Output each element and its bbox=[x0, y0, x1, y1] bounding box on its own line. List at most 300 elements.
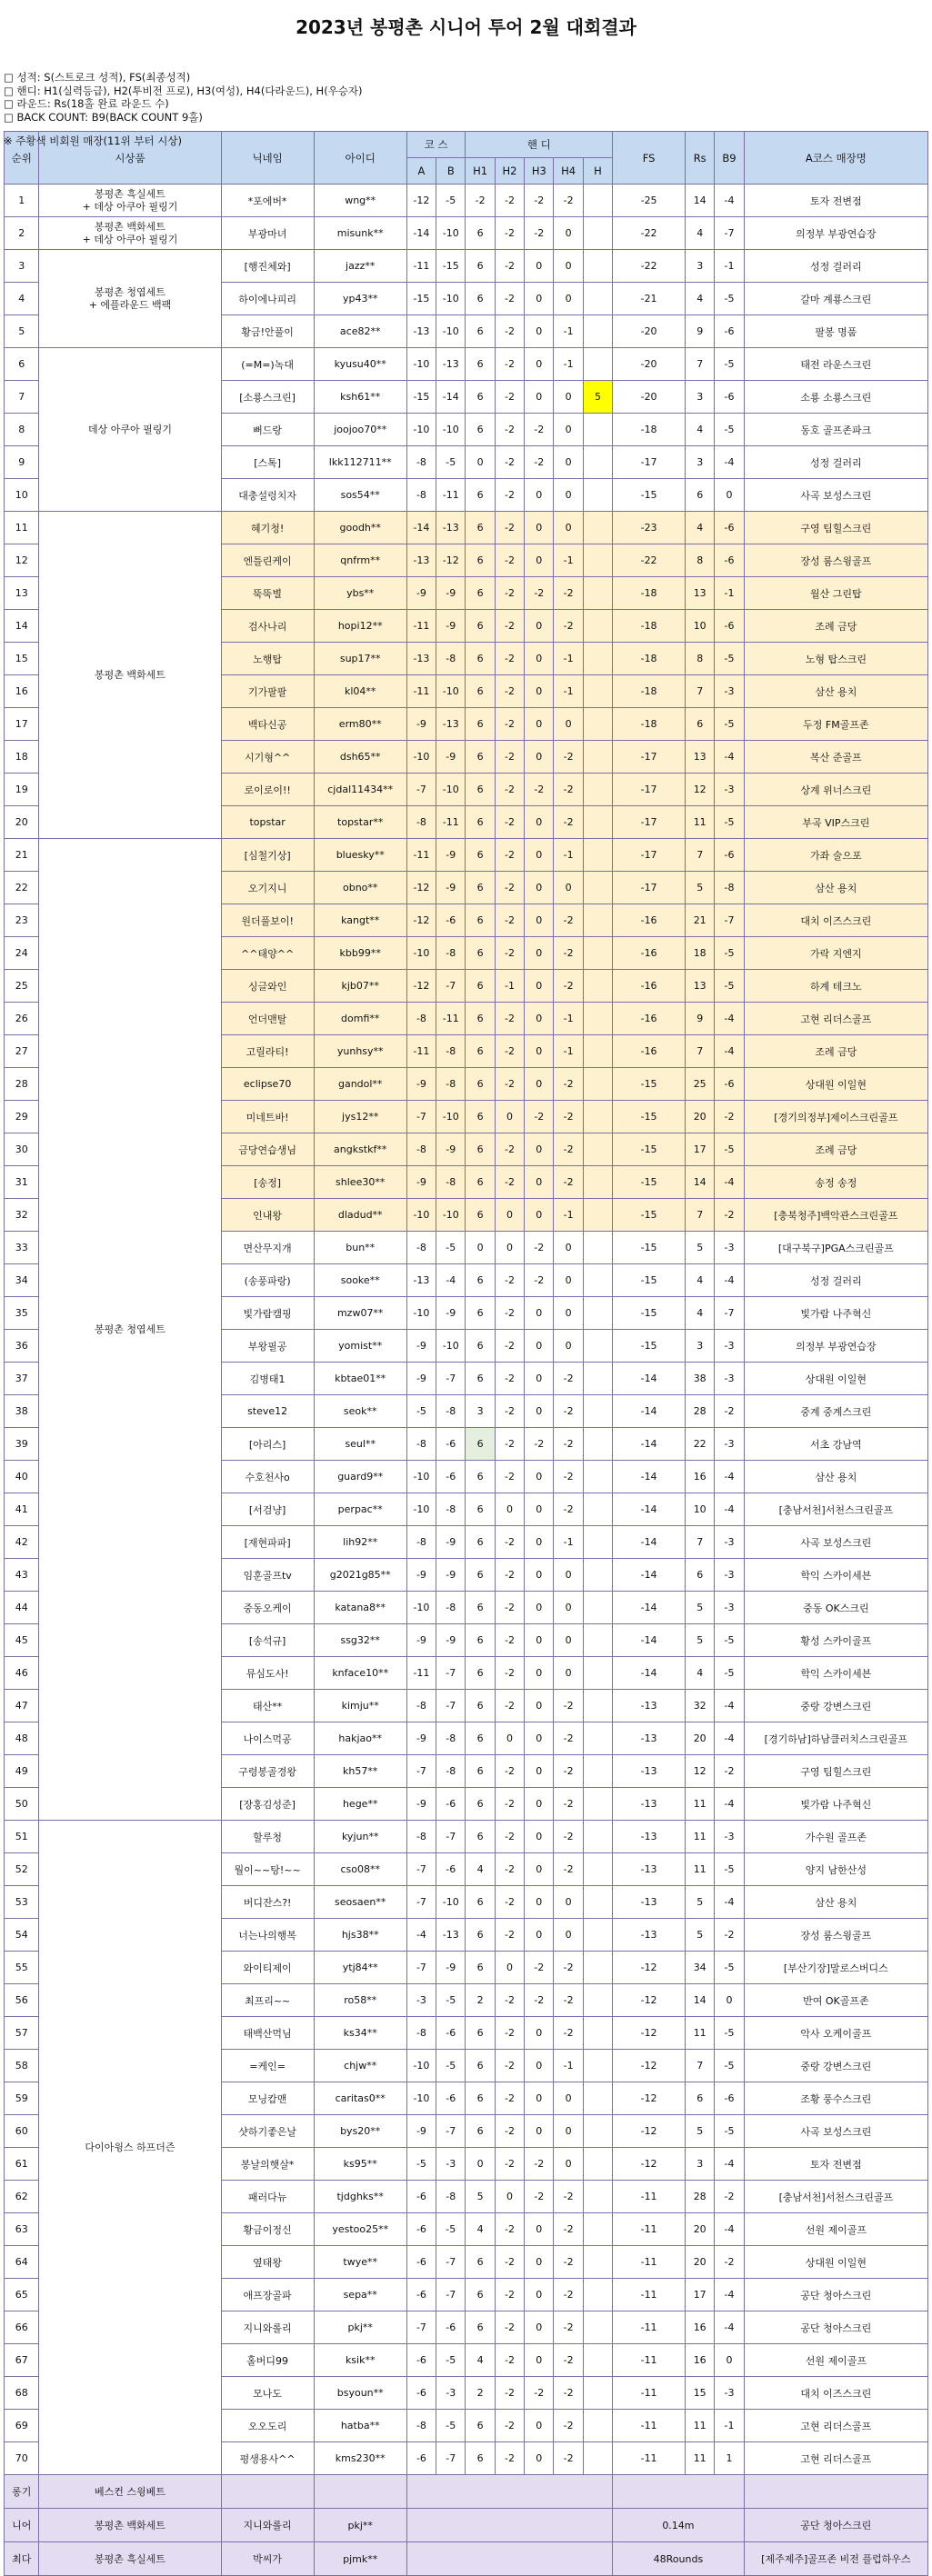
cell-b: -10 bbox=[436, 1330, 466, 1363]
cell-rank: 60 bbox=[5, 2115, 39, 2148]
col-h1: H1 bbox=[466, 158, 495, 185]
cell-rank: 55 bbox=[5, 1952, 39, 1984]
cell-a: -7 bbox=[406, 1101, 436, 1133]
cell-rs: 12 bbox=[686, 1755, 715, 1788]
cell-venue: 공단 청아스크린 bbox=[744, 2279, 927, 2311]
cell-b9: -2 bbox=[715, 1755, 744, 1788]
cell-nick: 황금이정신 bbox=[221, 2213, 314, 2246]
cell-nick: [장홍김성준] bbox=[221, 1788, 314, 1821]
cell-fs: -15 bbox=[613, 1199, 686, 1232]
cell-a: -10 bbox=[406, 1461, 436, 1493]
cell-h1: 6 bbox=[466, 1330, 495, 1363]
cell-b9: -2 bbox=[715, 1199, 744, 1232]
cell-uid: ytj84** bbox=[314, 1952, 406, 1984]
cell-b: -4 bbox=[436, 1264, 466, 1297]
cell-h bbox=[583, 1722, 612, 1755]
cell-a: -11 bbox=[406, 610, 436, 643]
cell-rank: 44 bbox=[5, 1592, 39, 1624]
cell-h2: -2 bbox=[495, 2148, 524, 2181]
cell-uid: hatba** bbox=[314, 2410, 406, 2442]
cell-fs: -13 bbox=[613, 1886, 686, 1919]
cell-b: -8 bbox=[436, 1068, 466, 1101]
cell-h bbox=[583, 414, 612, 446]
cell-rank: 64 bbox=[5, 2246, 39, 2279]
cell-h2: -2 bbox=[495, 283, 524, 315]
cell-rank: 57 bbox=[5, 2017, 39, 2050]
cell-h2: -2 bbox=[495, 2115, 524, 2148]
cell-rs: 4 bbox=[686, 414, 715, 446]
cell-h1: 6 bbox=[466, 577, 495, 610]
cell-h3: 0 bbox=[525, 1199, 554, 1232]
cell-fs: -11 bbox=[613, 2410, 686, 2442]
cell-h1: 6 bbox=[466, 283, 495, 315]
cell-b: -9 bbox=[436, 1624, 466, 1657]
cell-venue: 삼산 용치 bbox=[744, 872, 927, 904]
cell-b9: -6 bbox=[715, 2082, 744, 2115]
cell-venue: 가좌 술으포 bbox=[744, 839, 927, 872]
cell-h4: -2 bbox=[554, 2377, 583, 2410]
cell-nick: 임훈골프tv bbox=[221, 1559, 314, 1592]
cell-rs: 14 bbox=[686, 1166, 715, 1199]
cell-fs: -13 bbox=[613, 1788, 686, 1821]
cell-rank: 32 bbox=[5, 1199, 39, 1232]
cell-h3: 0 bbox=[525, 970, 554, 1003]
prize-cell: 봉평촌 백화세트 bbox=[39, 512, 221, 839]
cell-h2: -2 bbox=[495, 1559, 524, 1592]
cell-fs: -20 bbox=[613, 348, 686, 381]
cell-rank: 22 bbox=[5, 872, 39, 904]
col-nick: 닉네임 bbox=[221, 132, 314, 185]
cell-b9: -5 bbox=[715, 970, 744, 1003]
cell-b: -6 bbox=[436, 2311, 466, 2344]
special-nick: 지니와롤리 bbox=[221, 2509, 314, 2542]
cell-h bbox=[583, 643, 612, 675]
cell-fs: -16 bbox=[613, 970, 686, 1003]
cell-h4: -1 bbox=[554, 315, 583, 348]
cell-h1: 6 bbox=[466, 1821, 495, 1853]
cell-h4: -2 bbox=[554, 2017, 583, 2050]
results-body bbox=[5, 185, 928, 2576]
cell-nick: 최프리~~ bbox=[221, 1984, 314, 2017]
cell-h3: 0 bbox=[525, 2442, 554, 2475]
cell-uid: sup17** bbox=[314, 643, 406, 675]
cell-h4: -2 bbox=[554, 806, 583, 839]
cell-h2: -2 bbox=[495, 643, 524, 675]
cell-h4: -2 bbox=[554, 2410, 583, 2442]
cell-h bbox=[583, 479, 612, 512]
cell-h2: -2 bbox=[495, 1984, 524, 2017]
note-handicap: □ 핸디: H1(실력등급), H2(투비전 프로), H3(여성), H4(다라운드), H(우승자) bbox=[4, 84, 363, 97]
cell-h bbox=[583, 872, 612, 904]
cell-h3: 0 bbox=[525, 1297, 554, 1330]
col-h3: H3 bbox=[525, 158, 554, 185]
cell-b: -6 bbox=[436, 2017, 466, 2050]
cell-fs: -11 bbox=[613, 2246, 686, 2279]
cell-h3: -2 bbox=[525, 2148, 554, 2181]
cell-h2: -2 bbox=[495, 2082, 524, 2115]
cell-rank: 11 bbox=[5, 512, 39, 544]
cell-rs: 11 bbox=[686, 1788, 715, 1821]
cell-h4: 0 bbox=[554, 1919, 583, 1952]
cell-venue: 동호 골프존파크 bbox=[744, 414, 927, 446]
col-uid: 아이디 bbox=[314, 132, 406, 185]
cell-rank: 43 bbox=[5, 1559, 39, 1592]
cell-venue: 사곡 보성스크린 bbox=[744, 1526, 927, 1559]
cell-a: -9 bbox=[406, 1624, 436, 1657]
cell-fs: -15 bbox=[613, 1297, 686, 1330]
cell-nick: 구령봉골경왕 bbox=[221, 1755, 314, 1788]
special-venue: [제주제주]골프존 비전 플럽하우스 bbox=[744, 2542, 927, 2576]
cell-h4: -2 bbox=[554, 1853, 583, 1886]
cell-rs: 16 bbox=[686, 1461, 715, 1493]
cell-h1: 6 bbox=[466, 1526, 495, 1559]
cell-h2: -2 bbox=[495, 2279, 524, 2311]
cell-b: -9 bbox=[436, 577, 466, 610]
cell-b: -10 bbox=[436, 774, 466, 806]
cell-h1: 6 bbox=[466, 774, 495, 806]
cell-b9: -3 bbox=[715, 1821, 744, 1853]
cell-h3: 0 bbox=[525, 479, 554, 512]
cell-rs: 8 bbox=[686, 544, 715, 577]
cell-h4: -2 bbox=[554, 937, 583, 970]
cell-h2: -2 bbox=[495, 185, 524, 217]
cell-h bbox=[583, 283, 612, 315]
cell-a: -10 bbox=[406, 741, 436, 774]
cell-rs: 8 bbox=[686, 643, 715, 675]
cell-h3: 0 bbox=[525, 1821, 554, 1853]
cell-h2: -2 bbox=[495, 217, 524, 250]
cell-rank: 41 bbox=[5, 1493, 39, 1526]
cell-b9: -4 bbox=[715, 2311, 744, 2344]
cell-rs: 6 bbox=[686, 2082, 715, 2115]
cell-b9: -1 bbox=[715, 2410, 744, 2442]
cell-venue: 팔봉 명품 bbox=[744, 315, 927, 348]
cell-a: -14 bbox=[406, 217, 436, 250]
cell-h bbox=[583, 904, 612, 937]
cell-b: -5 bbox=[436, 2410, 466, 2442]
cell-a: -3 bbox=[406, 1984, 436, 2017]
cell-h2: -2 bbox=[495, 2050, 524, 2082]
col-prize: 시상품 bbox=[39, 132, 221, 185]
cell-h bbox=[583, 1984, 612, 2017]
cell-b: -7 bbox=[436, 1657, 466, 1690]
cell-rank: 12 bbox=[5, 544, 39, 577]
cell-h1: 6 bbox=[466, 970, 495, 1003]
cell-nick: 모닝캄맨 bbox=[221, 2082, 314, 2115]
cell-b9: -3 bbox=[715, 675, 744, 708]
cell-h1: 6 bbox=[466, 1722, 495, 1755]
cell-b9: -4 bbox=[715, 2213, 744, 2246]
cell-rs: 16 bbox=[686, 2311, 715, 2344]
cell-h3: 0 bbox=[525, 1853, 554, 1886]
cell-fs: -16 bbox=[613, 1003, 686, 1035]
cell-fs: -11 bbox=[613, 2377, 686, 2410]
cell-h bbox=[583, 2181, 612, 2213]
cell-uid: dsh65** bbox=[314, 741, 406, 774]
cell-nick: (송풍파랑) bbox=[221, 1264, 314, 1297]
cell-fs: -18 bbox=[613, 610, 686, 643]
cell-uid: dladud** bbox=[314, 1199, 406, 1232]
cell-h3: 0 bbox=[525, 1330, 554, 1363]
cell-nick: 애프장골파 bbox=[221, 2279, 314, 2311]
cell-a: -10 bbox=[406, 1297, 436, 1330]
cell-rs: 11 bbox=[686, 1853, 715, 1886]
cell-venue: 구영 팀힐스크린 bbox=[744, 512, 927, 544]
cell-venue: 빛가람 나주혁신 bbox=[744, 1788, 927, 1821]
cell-rank: 36 bbox=[5, 1330, 39, 1363]
cell-h4: -2 bbox=[554, 2442, 583, 2475]
cell-h4: -2 bbox=[554, 2311, 583, 2344]
cell-h1: 6 bbox=[466, 1755, 495, 1788]
cell-nick: 태백산먹님 bbox=[221, 2017, 314, 2050]
cell-h4: -1 bbox=[554, 1526, 583, 1559]
cell-a: -9 bbox=[406, 2115, 436, 2148]
cell-fs: -17 bbox=[613, 872, 686, 904]
cell-b: -10 bbox=[436, 283, 466, 315]
cell-b9: -2 bbox=[715, 1101, 744, 1133]
cell-h4: -1 bbox=[554, 544, 583, 577]
cell-b9: -4 bbox=[715, 741, 744, 774]
cell-a: -8 bbox=[406, 479, 436, 512]
cell-nick: 백타신공 bbox=[221, 708, 314, 741]
cell-uid: kh57** bbox=[314, 1755, 406, 1788]
cell-a: -5 bbox=[406, 2148, 436, 2181]
cell-h2: -2 bbox=[495, 1886, 524, 1919]
cell-fs: -17 bbox=[613, 774, 686, 806]
cell-venue: 삼산 용치 bbox=[744, 1886, 927, 1919]
cell-a: -4 bbox=[406, 1919, 436, 1952]
cell-h4: -2 bbox=[554, 904, 583, 937]
cell-b9: -5 bbox=[715, 806, 744, 839]
cell-uid: kl04** bbox=[314, 675, 406, 708]
cell-nick: 옆태왕 bbox=[221, 2246, 314, 2279]
cell-b9: -4 bbox=[715, 185, 744, 217]
cell-b: -8 bbox=[436, 1395, 466, 1428]
cell-b: -8 bbox=[436, 1493, 466, 1526]
cell-h4: 0 bbox=[554, 250, 583, 283]
cell-uid: cjdal11434** bbox=[314, 774, 406, 806]
cell-fs: -12 bbox=[613, 2082, 686, 2115]
cell-a: -12 bbox=[406, 872, 436, 904]
cell-venue: 삼산 용치 bbox=[744, 1461, 927, 1493]
cell-a: -11 bbox=[406, 250, 436, 283]
cell-h2: 0 bbox=[495, 1199, 524, 1232]
cell-h1: 6 bbox=[466, 1035, 495, 1068]
cell-h1: 6 bbox=[466, 315, 495, 348]
cell-rank: 26 bbox=[5, 1003, 39, 1035]
cell-rs: 7 bbox=[686, 675, 715, 708]
cell-b9: -4 bbox=[715, 1788, 744, 1821]
cell-h bbox=[583, 806, 612, 839]
cell-rank: 25 bbox=[5, 970, 39, 1003]
cell-b: -7 bbox=[436, 2246, 466, 2279]
cell-h3: 0 bbox=[525, 872, 554, 904]
cell-fs: -17 bbox=[613, 839, 686, 872]
cell-h4: -2 bbox=[554, 1461, 583, 1493]
cell-rs: 7 bbox=[686, 839, 715, 872]
cell-uid: yestoo25** bbox=[314, 2213, 406, 2246]
cell-h4: 0 bbox=[554, 1592, 583, 1624]
cell-h2: -2 bbox=[495, 544, 524, 577]
cell-a: -6 bbox=[406, 2246, 436, 2279]
cell-rs: 16 bbox=[686, 2344, 715, 2377]
cell-h bbox=[583, 1330, 612, 1363]
cell-b9: -6 bbox=[715, 839, 744, 872]
cell-h1: 6 bbox=[466, 1559, 495, 1592]
cell-h2: -2 bbox=[495, 2377, 524, 2410]
cell-nick: [스톡] bbox=[221, 446, 314, 479]
cell-h3: 0 bbox=[525, 1624, 554, 1657]
cell-h2: -2 bbox=[495, 479, 524, 512]
cell-b9: -4 bbox=[715, 1493, 744, 1526]
cell-fs: -20 bbox=[613, 315, 686, 348]
cell-h2: -2 bbox=[495, 2246, 524, 2279]
cell-h1: 6 bbox=[466, 1690, 495, 1722]
cell-rank: 23 bbox=[5, 904, 39, 937]
cell-a: -11 bbox=[406, 1035, 436, 1068]
cell-h2: -2 bbox=[495, 1264, 524, 1297]
cell-h3: -2 bbox=[525, 1952, 554, 1984]
cell-h bbox=[583, 2017, 612, 2050]
cell-venue: 빛가람 나주혁신 bbox=[744, 1297, 927, 1330]
cell-rank: 28 bbox=[5, 1068, 39, 1101]
cell-a: -8 bbox=[406, 1821, 436, 1853]
cell-h3: 0 bbox=[525, 2017, 554, 2050]
special-label: 니어 bbox=[5, 2509, 39, 2542]
cell-rank: 59 bbox=[5, 2082, 39, 2115]
cell-a: -15 bbox=[406, 283, 436, 315]
cell-h2: -2 bbox=[495, 2311, 524, 2344]
cell-uid: ksik** bbox=[314, 2344, 406, 2377]
cell-rs: 7 bbox=[686, 1526, 715, 1559]
cell-h3: -2 bbox=[525, 1264, 554, 1297]
special-uid: pkj** bbox=[314, 2509, 406, 2542]
cell-b9: -3 bbox=[715, 1526, 744, 1559]
cell-h bbox=[583, 1526, 612, 1559]
cell-b: -11 bbox=[436, 479, 466, 512]
cell-nick: 중동오케이 bbox=[221, 1592, 314, 1624]
cell-h1: -2 bbox=[466, 185, 495, 217]
special-record bbox=[613, 2475, 745, 2509]
cell-h2: -2 bbox=[495, 1363, 524, 1395]
cell-h bbox=[583, 2311, 612, 2344]
cell-h2: -2 bbox=[495, 2017, 524, 2050]
cell-venue: 사곡 보성스크린 bbox=[744, 2115, 927, 2148]
cell-venue: 월산 그린탑 bbox=[744, 577, 927, 610]
cell-uid: goodh** bbox=[314, 512, 406, 544]
cell-a: -8 bbox=[406, 1526, 436, 1559]
cell-h bbox=[583, 1035, 612, 1068]
cell-rs: 20 bbox=[686, 1101, 715, 1133]
cell-fs: -15 bbox=[613, 1133, 686, 1166]
cell-nick: 고릴라티! bbox=[221, 1035, 314, 1068]
cell-h bbox=[583, 2050, 612, 2082]
table-row bbox=[5, 185, 928, 217]
cell-h3: 0 bbox=[525, 2115, 554, 2148]
cell-a: -6 bbox=[406, 2181, 436, 2213]
cell-b: -14 bbox=[436, 381, 466, 414]
cell-h3: 0 bbox=[525, 937, 554, 970]
special-uid: pjmk** bbox=[314, 2542, 406, 2576]
cell-b9: -4 bbox=[715, 446, 744, 479]
cell-venue: 양지 남한산성 bbox=[744, 1853, 927, 1886]
cell-h4: 0 bbox=[554, 1559, 583, 1592]
cell-uid: kms230** bbox=[314, 2442, 406, 2475]
cell-a: -13 bbox=[406, 544, 436, 577]
cell-rs: 4 bbox=[686, 217, 715, 250]
cell-b: -6 bbox=[436, 2082, 466, 2115]
cell-uid: ybs** bbox=[314, 577, 406, 610]
cell-rs: 11 bbox=[686, 2017, 715, 2050]
cell-h1: 6 bbox=[466, 1166, 495, 1199]
cell-rank: 3 bbox=[5, 250, 39, 283]
cell-h bbox=[583, 1657, 612, 1690]
cell-a: -10 bbox=[406, 414, 436, 446]
cell-h4: -1 bbox=[554, 643, 583, 675]
cell-rank: 56 bbox=[5, 1984, 39, 2017]
cell-venue: 삼산 용치 bbox=[744, 675, 927, 708]
cell-uid: angkstkf** bbox=[314, 1133, 406, 1166]
cell-h4: 0 bbox=[554, 512, 583, 544]
cell-h3: 0 bbox=[525, 1461, 554, 1493]
cell-b: -9 bbox=[436, 1559, 466, 1592]
cell-h bbox=[583, 1297, 612, 1330]
cell-rank: 14 bbox=[5, 610, 39, 643]
cell-venue: 학익 스카이세븐 bbox=[744, 1657, 927, 1690]
cell-a: -10 bbox=[406, 1493, 436, 1526]
cell-rank: 70 bbox=[5, 2442, 39, 2475]
special-nick: 박씨가 bbox=[221, 2542, 314, 2576]
cell-fs: -14 bbox=[613, 1624, 686, 1657]
cell-b9: -2 bbox=[715, 1919, 744, 1952]
cell-nick: 오오도리 bbox=[221, 2410, 314, 2442]
cell-rs: 5 bbox=[686, 1919, 715, 1952]
cell-h1: 6 bbox=[466, 904, 495, 937]
cell-h bbox=[583, 2442, 612, 2475]
cell-rank: 47 bbox=[5, 1690, 39, 1722]
cell-nick: 봉날의햇살* bbox=[221, 2148, 314, 2181]
cell-h2: -2 bbox=[495, 774, 524, 806]
cell-b: -11 bbox=[436, 806, 466, 839]
special-award-row bbox=[5, 2542, 928, 2576]
cell-uid: lkk112711** bbox=[314, 446, 406, 479]
cell-h2: -2 bbox=[495, 2442, 524, 2475]
cell-fs: -17 bbox=[613, 741, 686, 774]
cell-h1: 6 bbox=[466, 610, 495, 643]
cell-rs: 17 bbox=[686, 2279, 715, 2311]
cell-h4: -2 bbox=[554, 1363, 583, 1395]
cell-h2: -2 bbox=[495, 2344, 524, 2377]
cell-h4: -1 bbox=[554, 1199, 583, 1232]
cell-rank: 16 bbox=[5, 675, 39, 708]
cell-b: -11 bbox=[436, 1003, 466, 1035]
cell-nick: [심철기상] bbox=[221, 839, 314, 872]
cell-venue: 구영 팀힐스크린 bbox=[744, 1755, 927, 1788]
cell-h bbox=[583, 2344, 612, 2377]
cell-b: -8 bbox=[436, 1166, 466, 1199]
prize-cell: 다이아윙스 하프더즌 bbox=[39, 1821, 221, 2475]
cell-h1: 6 bbox=[466, 2050, 495, 2082]
cell-h bbox=[583, 544, 612, 577]
cell-b9: -4 bbox=[715, 1722, 744, 1755]
cell-h2: -2 bbox=[495, 1068, 524, 1101]
cell-fs: -15 bbox=[613, 1068, 686, 1101]
cell-b9: -6 bbox=[715, 544, 744, 577]
cell-h bbox=[583, 315, 612, 348]
cell-b9: -6 bbox=[715, 512, 744, 544]
cell-venue: 의정부 부광연습장 bbox=[744, 217, 927, 250]
cell-h bbox=[583, 708, 612, 741]
